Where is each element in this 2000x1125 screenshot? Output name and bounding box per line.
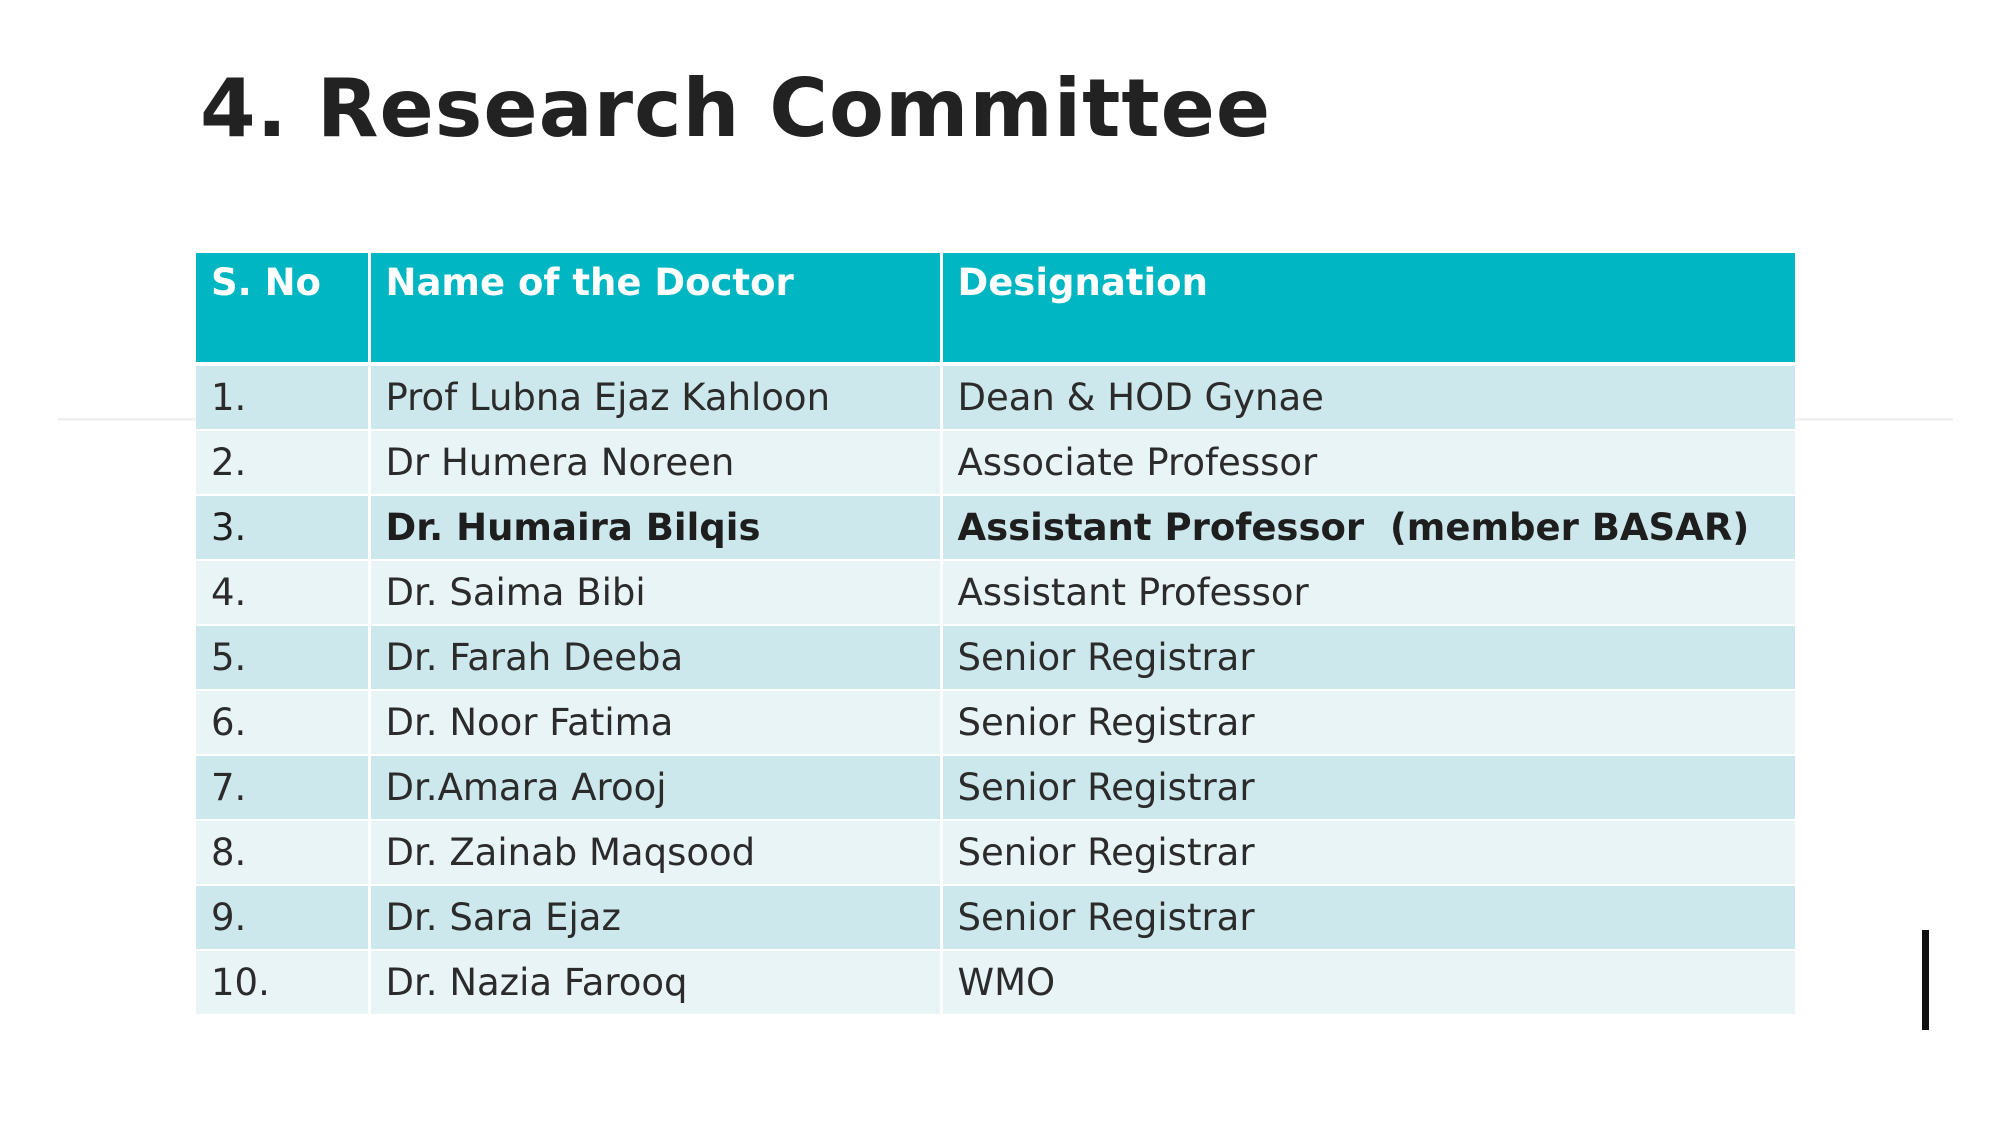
cell-sno: 5.	[196, 625, 369, 690]
cell-name: Prof Lubna Ejaz Kahloon	[369, 364, 941, 430]
header-name: Name of the Doctor	[369, 253, 941, 364]
cell-designation: Senior Registrar	[941, 625, 1795, 690]
cell-designation: Senior Registrar	[941, 820, 1795, 885]
cell-name: Dr. Farah Deeba	[369, 625, 941, 690]
header-sno: S. No	[196, 253, 369, 364]
header-designation: Designation	[941, 253, 1795, 364]
table-header-row	[196, 253, 1795, 364]
table-row	[196, 690, 1795, 755]
cell-sno: 3.	[196, 495, 369, 560]
table-row	[196, 560, 1795, 625]
cell-designation: WMO	[941, 950, 1795, 1015]
cell-sno: 1.	[196, 364, 369, 430]
cell-sno: 9.	[196, 885, 369, 950]
table-row	[196, 364, 1795, 430]
cell-designation: Senior Registrar	[941, 690, 1795, 755]
table-row	[196, 495, 1795, 560]
cell-sno: 10.	[196, 950, 369, 1015]
cell-name: Dr. Sara Ejaz	[369, 885, 941, 950]
cell-name: Dr. Noor Fatima	[369, 690, 941, 755]
cell-designation: Assistant Professor (member BASAR)	[941, 495, 1795, 560]
cell-designation: Associate Professor	[941, 430, 1795, 495]
cell-designation: Senior Registrar	[941, 885, 1795, 950]
table-row	[196, 755, 1795, 820]
committee-table	[196, 253, 1795, 1016]
cell-name: Dr. Nazia Farooq	[369, 950, 941, 1015]
slide-title: 4. Research Committee	[200, 62, 1272, 155]
cell-sno: 4.	[196, 560, 369, 625]
cell-sno: 6.	[196, 690, 369, 755]
cell-sno: 2.	[196, 430, 369, 495]
cell-name: Dr. Zainab Maqsood	[369, 820, 941, 885]
table-row	[196, 885, 1795, 950]
cell-name: Dr. Saima Bibi	[369, 560, 941, 625]
table-row	[196, 820, 1795, 885]
cell-sno: 7.	[196, 755, 369, 820]
cell-name: Dr Humera Noreen	[369, 430, 941, 495]
cell-name: Dr.Amara Arooj	[369, 755, 941, 820]
cell-designation: Dean & HOD Gynae	[941, 364, 1795, 430]
table-row	[196, 950, 1795, 1015]
text-cursor-bar	[1922, 930, 1929, 1030]
table-row	[196, 430, 1795, 495]
cell-name: Dr. Humaira Bilqis	[369, 495, 941, 560]
table-row	[196, 625, 1795, 690]
cell-sno: 8.	[196, 820, 369, 885]
cell-designation: Senior Registrar	[941, 755, 1795, 820]
cell-designation: Assistant Professor	[941, 560, 1795, 625]
